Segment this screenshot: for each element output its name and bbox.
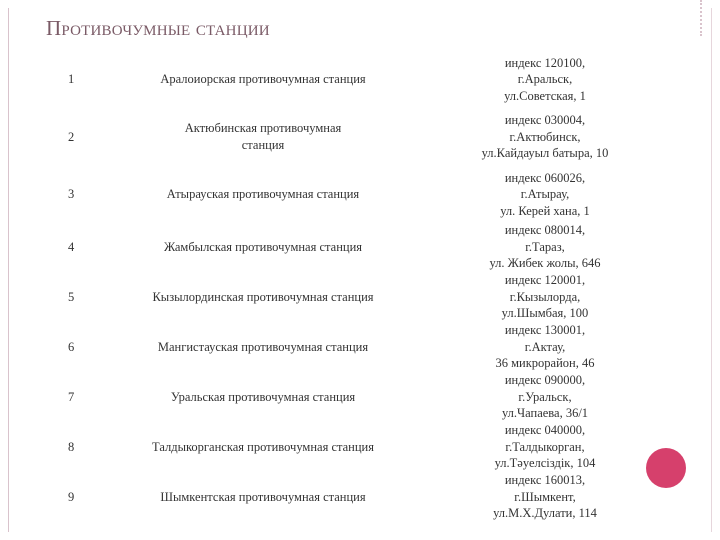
station-address: индекс 090000, г.Уральск, ул.Чапаева, 36/1 <box>501 373 589 421</box>
stations-table <box>33 52 667 522</box>
slide-frame-left <box>8 8 9 532</box>
station-name: Мангистауская противочумная станция <box>157 339 369 354</box>
table-row <box>33 472 667 522</box>
station-address: индекс 080014, г.Тараз, ул. Жибек жолы, 646 <box>489 223 601 271</box>
slide-frame-right <box>711 8 712 532</box>
station-name: Уральская противочумная станция <box>170 389 356 404</box>
station-name: Аралоиорская противочумная станция <box>160 72 366 86</box>
table-row <box>33 167 667 222</box>
station-address: индекс 030004, г.Актюбинск, ул.Кайдауыл батыра, 10 <box>481 113 609 161</box>
row-number: 9 <box>68 489 75 504</box>
row-number: 7 <box>68 389 75 404</box>
station-address: индекс 130001, г.Актау, 36 микрорайон, 46 <box>495 323 595 371</box>
station-name: Жамбылская противочумная станция <box>163 239 363 254</box>
table-row <box>33 322 667 372</box>
table-row <box>33 372 667 422</box>
station-address: индекс 120001, г.Кызылорда, ул.Шымбая, 100 <box>501 273 589 321</box>
table-row <box>33 52 667 107</box>
table-row <box>33 272 667 322</box>
row-number: 6 <box>68 339 75 354</box>
row-number: 5 <box>68 289 75 304</box>
row-number: 4 <box>68 239 75 254</box>
page-title: Противочумные станции <box>46 16 270 40</box>
station-address: индекс 040000, г.Талдыкорган, ул.Тәуелсіздік, 104 <box>494 423 596 471</box>
station-address: индекс 160013, г.Шымкент, ул.М.Х.Дулати, 114 <box>493 473 597 521</box>
station-name: Атырауская противочумная станция <box>166 187 360 201</box>
station-address: индекс 060026, г.Атырау, ул. Керей хана, 1 <box>500 170 590 218</box>
station-name: Шымкентская противочумная станция <box>160 489 366 504</box>
slide-frame-dots <box>699 0 702 36</box>
row-number: 2 <box>68 129 75 144</box>
station-name: Талдыкорганская противочумная станция <box>152 439 374 454</box>
decorative-circle <box>646 448 686 488</box>
station-address: индекс 120100, г.Аральск, ул.Советская, 1 <box>504 55 586 103</box>
station-name: Кызылординская противочумная станция <box>152 289 374 304</box>
row-number: 3 <box>68 187 75 201</box>
station-name: Актюбинская противочумная станция <box>184 121 342 152</box>
table-row <box>33 422 667 472</box>
table-row <box>33 107 667 167</box>
table-row <box>33 222 667 272</box>
row-number: 1 <box>68 72 75 86</box>
row-number: 8 <box>68 439 75 454</box>
